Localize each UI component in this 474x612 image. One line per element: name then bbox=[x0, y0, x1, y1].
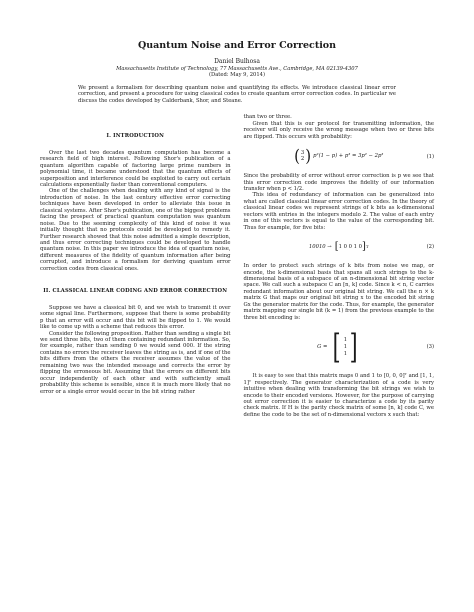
transpose-mark: T bbox=[365, 243, 369, 249]
equation-1-number: (1) bbox=[426, 153, 434, 160]
binomial-top: 3 bbox=[300, 150, 305, 157]
left-column bbox=[40, 114, 231, 418]
equation-2-number: (2) bbox=[426, 243, 434, 250]
matrix-cell: 1 bbox=[343, 350, 348, 357]
bit-vector: [ 1 0 0 1 0 ] T bbox=[334, 240, 369, 252]
equation-3-lhs: G = bbox=[317, 343, 328, 350]
bit-vector-entries: 1 0 0 1 0 bbox=[338, 243, 362, 250]
binomial-coefficient: ( 3 2 ) bbox=[294, 146, 312, 166]
equation-1 bbox=[244, 146, 435, 166]
encoding-paragraph: In order to protect such strings of k bits from noise we map, or encode, the k-dimensional basis that spans all such strings to the k-dimensional basis of a subspace of an n-dimensional bit string vector space. We call such a subspace C an [n, k] code. Since k < n, C carries redundant information about our original bit string. We call the n × k matrix G that maps our original bit string x to the encoded bit string Gx the generator matrix for the code. Thus, for example, the generator matrix mapping our single bit (k = 1) from the previous example to the three bit encoding is: bbox=[243, 263, 434, 321]
section-heading-classical-coding: II. CLASSICAL LINEAR CODING AND ERROR CORRECTION bbox=[43, 288, 228, 295]
generator-matrix: [ 1 1 1 ] bbox=[333, 327, 358, 368]
body-columns bbox=[40, 114, 434, 418]
right-column bbox=[244, 114, 435, 418]
author-name: Daniel Bulhosa bbox=[214, 58, 260, 65]
binomial-bottom: 2 bbox=[300, 155, 305, 162]
linear-codes-paragraph: This idea of redundancy of information can be generalized into what are called classical linear error correction codes. In the theory of classical linear codes we represent strings of k bits as k-dimensional vectors with entries in the integers modulo 2. The value of each entry in one of this vectors is equal to the value of the corresponding bit. Thus for example, for five bits: bbox=[243, 192, 434, 231]
parity-check-paragraph: It is easy to see that this matrix maps 0 and 1 to [0, 0, 0]ᵀ and [1, 1, 1]ᵀ respectively. The generator characterization of a code is very intuitive when dealing with transforming the bit strings we wish to encode to their encoded versions. However, for the purpose of carrying out error correction it is easier to characterize a code by its parity check matrix. If H is the parity check matrix of some [n, k] code C, we define the code to be the set of n-dimensional vectors x such that: bbox=[243, 373, 434, 418]
abstract: We present a formalism for describing quantum noise and quantifying its effects. We introduce classical linear error correction, and present a procedure for using classical codes to create quantum error correction codes. In particular we discuss the codes developed by Calderbank, Shor, and Steane. bbox=[78, 84, 396, 104]
intro-paragraph-1: Over the last two decades quantum computation has become a research field of high interest. Following Shor's publication of a quantum algorithm capable of factoring large prime numbers in polynomial time, it became understood that the quantum effects of superposition and interference could be exploited to carry out certain calculations exponentially faster than conventional computers. bbox=[40, 149, 231, 188]
paper-date: (Dated: May 9, 2014) bbox=[209, 72, 265, 79]
probability-paragraph: Given that this is our protocol for transmitting information, the receiver will only receive the wrong message when two or three bits are flipped. This occurs with probability: bbox=[243, 120, 434, 140]
equation-2-lhs: 10010 → bbox=[308, 243, 332, 250]
intro-paragraph-2: One of the challenges when dealing with any kind of signal is the introduction of noise. In the last century effective error correcting techniques have been developed in order to alleviate this issue in classical systems. After Shor's publication, one of the biggest problems facing the prospect of practical quantum computation was quantum noise. Due to the seeming complexity of this kind of noise it was initially thought that no protocols could be developed to remedy it. Further research showed that this noise admitted a simple description, and thus error correcting techniques could be developed to handle quantum noise. In this paper we introduce the idea of quantum noise, different measures of the fidelity of quantum information after being corrupted, and introduce a formalism for deriving quantum error correction codes from classical ones. bbox=[40, 188, 231, 272]
equation-1-body: p²(1 − p) + p³ = 3p² − 2p³ bbox=[313, 153, 384, 160]
matrix-cell: 1 bbox=[343, 336, 348, 343]
paper-title: Quantum Noise and Error Correction bbox=[137, 40, 337, 51]
coding-paragraph-2: Consider the following proposition. Rather than sending a single bit we send three bits, two of them containing redundant information. So, for example, rather than sending 0 we would send 000. If the string contains no errors the receiver leaves the string as is, and if one of the bits differs from the others the receiver assumes the value of the remaining two was the intended message and corrects the error by flipping the erroneous bit. Assuming that the errors on different bits occur independently of each other and with sufficiently small probability this scheme is sensible, since it is much more likely that no error or a single error would occur in the bit string rather bbox=[40, 330, 231, 395]
author-affiliation: Massachusetts Institute of Technology, 77 Massachusetts Ave., Cambridge, MA 02139-4307 bbox=[116, 65, 358, 72]
equation-2 bbox=[244, 240, 435, 254]
coding-paragraph-1: Suppose we have a classical bit 0, and we wish to transmit it over some signal line. Furthermore, suppose that there is some probability p that an error will occur and this bit will be flipped to 1. We would like to come up with a scheme that reduces this error. bbox=[40, 304, 231, 331]
equation-3 bbox=[244, 327, 435, 368]
equation-3-number: (3) bbox=[426, 343, 434, 350]
matrix-cell: 1 bbox=[343, 343, 348, 350]
fidelity-paragraph: Since the probability of error without error correction is p we see that this error correction code improves the fidelity of our information transfer when p < 1/2. bbox=[243, 173, 434, 192]
section-heading-introduction: I. INTRODUCTION bbox=[106, 133, 165, 140]
continued-text: than two or three. bbox=[243, 114, 292, 121]
